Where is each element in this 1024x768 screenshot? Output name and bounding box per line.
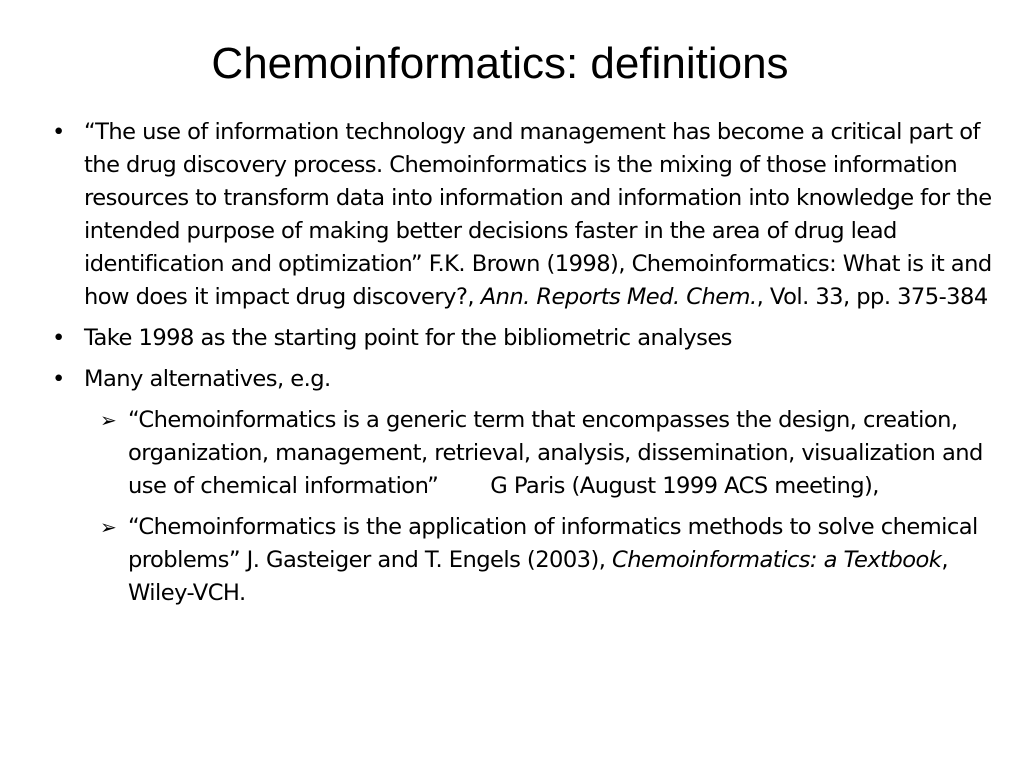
arrow-bullet-icon: ➢: [100, 515, 117, 539]
subbullet-paris-definition: [52, 404, 992, 503]
gasteiger-quote: “Chemoinformatics is the application of informatics methods to solve chemical problems” J. Gasteiger and T. Engels (2003),: [128, 514, 978, 573]
brown-citation-end: , Vol. 33, pp. 375-384: [756, 284, 988, 310]
brown-quote: “The use of information technology and management has become a critical part of the drug discovery process. Chemoinformatics is the mixing of those information resources to transform data into information and information into knowledge for the intended purpose of making better decisions faster in the area of drug lead identification and optimization”: [84, 119, 992, 277]
subbullet-gasteiger-definition: [52, 511, 992, 610]
bullet-alternatives: [52, 363, 992, 396]
bullet-text: Many alternatives, e.g.: [84, 366, 331, 392]
bullet-marker: •: [52, 119, 65, 145]
slide-body: [52, 116, 992, 618]
brown-citation: F.K. Brown (1998), Chemoinformatics: What is it and how does it impact drug discovery?,: [84, 251, 992, 310]
paris-source: G Paris (August 1999 ACS meeting),: [490, 473, 879, 499]
bullet-starting-point: [52, 322, 992, 355]
brown-journal: Ann. Reports Med. Chem.: [480, 284, 757, 310]
paris-quote: “Chemoinformatics is a generic term that encompasses the design, creation, organization, management, retrieval, analysis, dissemination, visualization and use of chemical information”: [128, 407, 983, 499]
gasteiger-publisher: , Wiley-VCH.: [128, 547, 948, 606]
bullet-marker: •: [52, 366, 65, 392]
slide-title: Chemoinformatics: definitions: [211, 39, 789, 88]
arrow-bullet-icon: ➢: [100, 408, 117, 432]
gasteiger-book: Chemoinformatics: a Textbook: [612, 547, 942, 573]
bullet-text: Take 1998 as the starting point for the bibliometric analyses: [84, 325, 732, 351]
bullet-marker: •: [52, 325, 65, 351]
bullet-brown-definition: [52, 116, 992, 314]
